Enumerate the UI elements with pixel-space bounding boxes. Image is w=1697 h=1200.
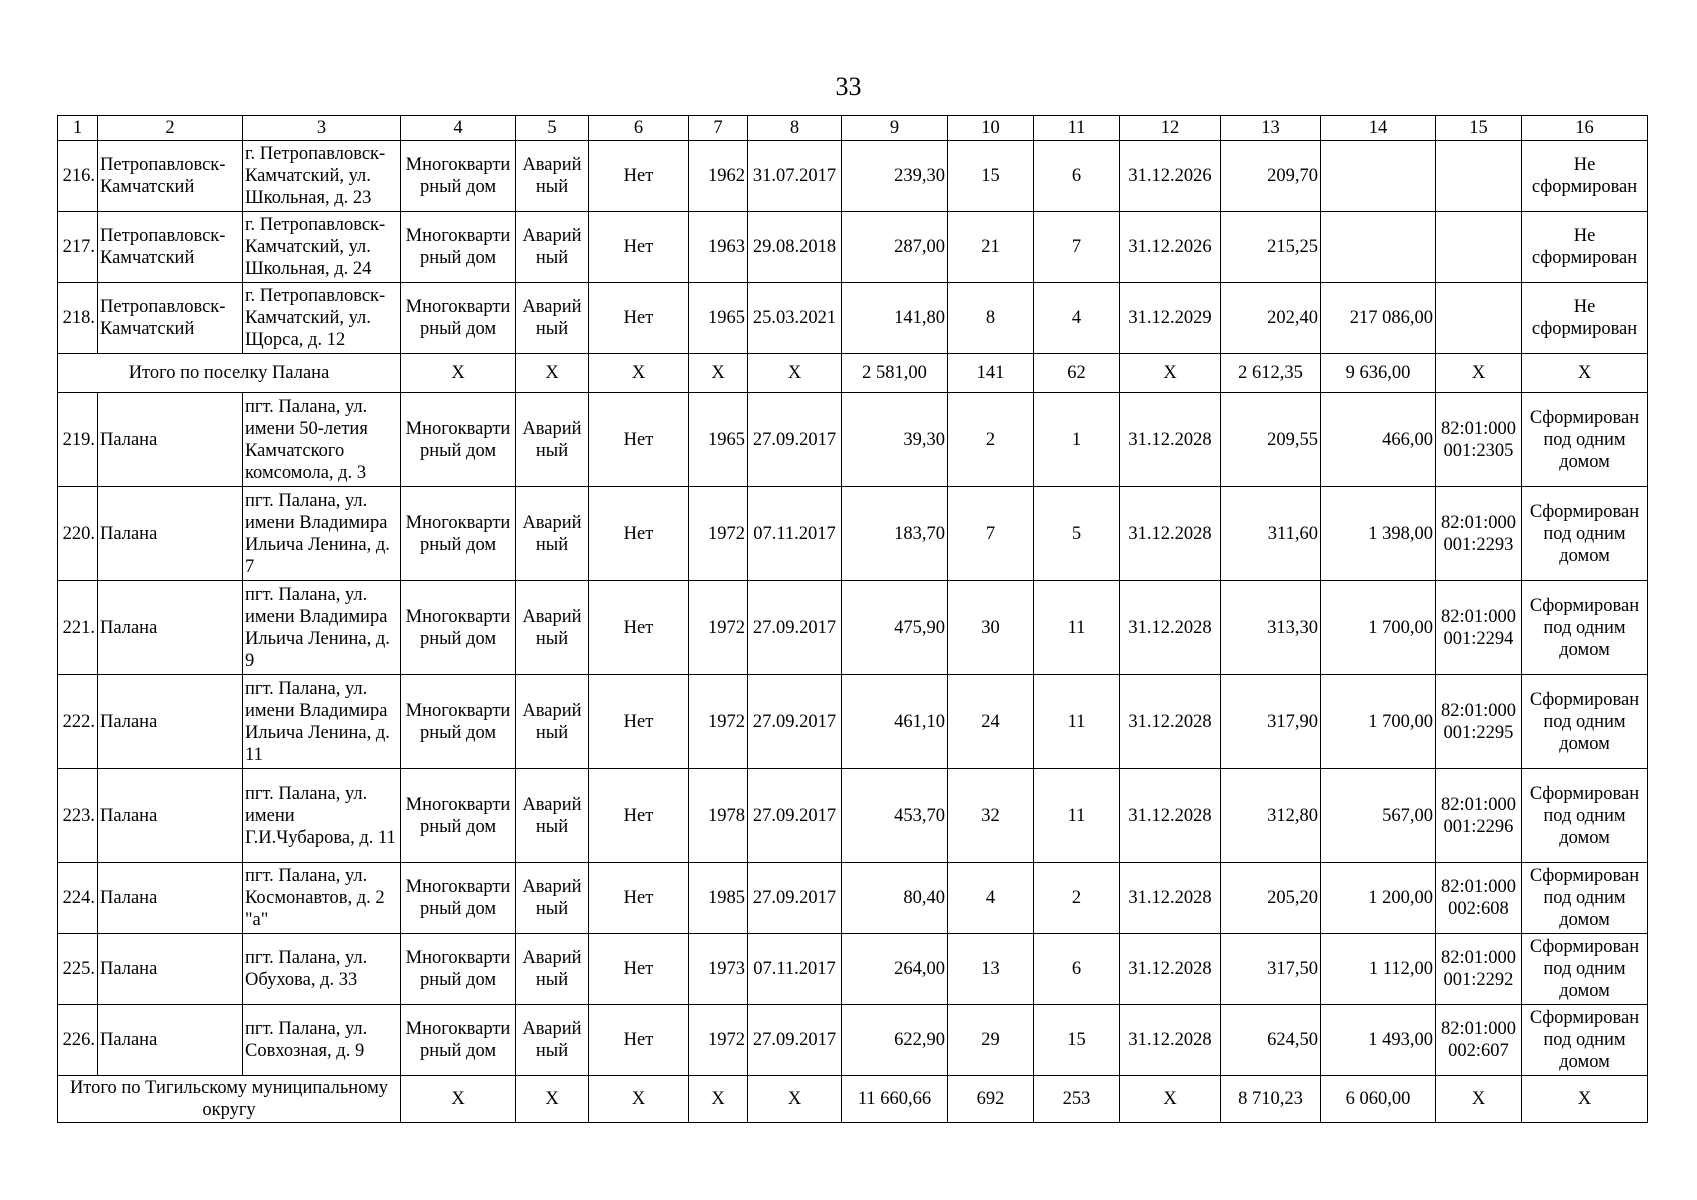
subtotal-col-16: X [1522, 1076, 1648, 1123]
subtotal-label: Итого по Тигильскому муниципальному округу [58, 1076, 401, 1123]
resettlement-deadline: 31.12.2028 [1120, 863, 1221, 934]
subtotal-col-9: 2 581,00 [842, 354, 948, 393]
subtotal-col-14: 6 060,00 [1321, 1076, 1436, 1123]
flag: Нет [589, 769, 689, 863]
column-number-11: 11 [1034, 116, 1120, 141]
table-row [58, 675, 1648, 769]
residents: 7 [948, 487, 1034, 581]
cadastral-number: 82:01:000001:2294 [1436, 581, 1522, 675]
address: г. Петропавловск-Камчатский, ул. Щорса, д. 12 [243, 283, 401, 354]
table-row [58, 487, 1648, 581]
building-type: Многоквартирный дом [401, 1005, 516, 1076]
cadastral-number [1436, 283, 1522, 354]
recognition-date: 25.03.2021 [748, 283, 842, 354]
subtotal-col-13: 2 612,35 [1221, 354, 1321, 393]
condition: Аварийный [516, 487, 589, 581]
address: пгт. Палана, ул. имени Владимира Ильича Ленина, д. 11 [243, 675, 401, 769]
cadastral-number: 82:01:000001:2293 [1436, 487, 1522, 581]
cost: 205,20 [1221, 863, 1321, 934]
build-year: 1965 [689, 393, 748, 487]
flag: Нет [589, 487, 689, 581]
area: 80,40 [842, 863, 948, 934]
column-number-row [58, 116, 1648, 141]
subtotal-col-7: X [689, 1076, 748, 1123]
recognition-date: 31.07.2017 [748, 141, 842, 212]
locality: Петропавловск-Камчатский [98, 283, 243, 354]
row-number: 223. [58, 769, 98, 863]
build-year: 1965 [689, 283, 748, 354]
locality: Палана [98, 934, 243, 1005]
column-number-14: 14 [1321, 116, 1436, 141]
address: пгт. Палана, ул. имени Владимира Ильича Ленина, д. 7 [243, 487, 401, 581]
land-status: Сформирован под одним домом [1522, 393, 1648, 487]
address: пгт. Палана, ул. Космонавтов, д. 2 "а" [243, 863, 401, 934]
table-row [58, 863, 1648, 934]
table-row [58, 581, 1648, 675]
subtotal-col-14: 9 636,00 [1321, 354, 1436, 393]
column-number-1: 1 [58, 116, 98, 141]
apartments: 7 [1034, 212, 1120, 283]
apartments: 15 [1034, 1005, 1120, 1076]
building-type: Многоквартирный дом [401, 283, 516, 354]
subtotal-col-4: X [401, 1076, 516, 1123]
recognition-date: 27.09.2017 [748, 675, 842, 769]
area: 239,30 [842, 141, 948, 212]
flag: Нет [589, 863, 689, 934]
land-area: 1 700,00 [1321, 581, 1436, 675]
apartments: 5 [1034, 487, 1120, 581]
column-number-3: 3 [243, 116, 401, 141]
resettlement-deadline: 31.12.2026 [1120, 212, 1221, 283]
residents: 24 [948, 675, 1034, 769]
resettlement-deadline: 31.12.2028 [1120, 393, 1221, 487]
row-number: 225. [58, 934, 98, 1005]
cost: 202,40 [1221, 283, 1321, 354]
address: пгт. Палана, ул. имени Владимира Ильича Ленина, д. 9 [243, 581, 401, 675]
land-area: 1 200,00 [1321, 863, 1436, 934]
condition: Аварийный [516, 1005, 589, 1076]
land-status: Сформирован под одним домом [1522, 769, 1648, 863]
locality: Палана [98, 863, 243, 934]
subtotal-col-7: X [689, 354, 748, 393]
build-year: 1972 [689, 487, 748, 581]
building-type: Многоквартирный дом [401, 769, 516, 863]
subtotal-col-6: X [589, 1076, 689, 1123]
row-number: 219. [58, 393, 98, 487]
locality: Палана [98, 675, 243, 769]
row-number: 222. [58, 675, 98, 769]
apartments: 1 [1034, 393, 1120, 487]
row-number: 226. [58, 1005, 98, 1076]
table-row [58, 212, 1648, 283]
flag: Нет [589, 393, 689, 487]
column-number-7: 7 [689, 116, 748, 141]
land-area: 567,00 [1321, 769, 1436, 863]
residents: 30 [948, 581, 1034, 675]
column-number-15: 15 [1436, 116, 1522, 141]
recognition-date: 27.09.2017 [748, 863, 842, 934]
build-year: 1985 [689, 863, 748, 934]
cadastral-number [1436, 212, 1522, 283]
area: 622,90 [842, 1005, 948, 1076]
locality: Петропавловск-Камчатский [98, 212, 243, 283]
locality: Палана [98, 393, 243, 487]
address: пгт. Палана, ул. имени Г.И.Чубарова, д. 11 [243, 769, 401, 863]
land-status: Сформирован под одним домом [1522, 487, 1648, 581]
resettlement-deadline: 31.12.2028 [1120, 487, 1221, 581]
land-status: Сформирован под одним домом [1522, 675, 1648, 769]
cost: 312,80 [1221, 769, 1321, 863]
cadastral-number: 82:01:000002:608 [1436, 863, 1522, 934]
cost: 317,90 [1221, 675, 1321, 769]
condition: Аварийный [516, 934, 589, 1005]
apartments: 11 [1034, 675, 1120, 769]
condition: Аварийный [516, 675, 589, 769]
row-number: 216. [58, 141, 98, 212]
residents: 8 [948, 283, 1034, 354]
cost: 624,50 [1221, 1005, 1321, 1076]
locality: Палана [98, 487, 243, 581]
column-number-4: 4 [401, 116, 516, 141]
residents: 32 [948, 769, 1034, 863]
area: 141,80 [842, 283, 948, 354]
build-year: 1963 [689, 212, 748, 283]
row-number: 220. [58, 487, 98, 581]
building-type: Многоквартирный дом [401, 675, 516, 769]
land-status: Сформирован под одним домом [1522, 1005, 1648, 1076]
condition: Аварийный [516, 393, 589, 487]
resettlement-deadline: 31.12.2028 [1120, 934, 1221, 1005]
cost: 317,50 [1221, 934, 1321, 1005]
subtotal-row [58, 354, 1648, 393]
land-status: Сформирован под одним домом [1522, 581, 1648, 675]
land-status: Не сформирован [1522, 141, 1648, 212]
resettlement-deadline: 31.12.2028 [1120, 581, 1221, 675]
recognition-date: 07.11.2017 [748, 487, 842, 581]
resettlement-deadline: 31.12.2028 [1120, 769, 1221, 863]
subtotal-col-11: 62 [1034, 354, 1120, 393]
cost: 313,30 [1221, 581, 1321, 675]
build-year: 1972 [689, 581, 748, 675]
area: 453,70 [842, 769, 948, 863]
subtotal-col-8: X [748, 1076, 842, 1123]
subtotal-col-5: X [516, 354, 589, 393]
flag: Нет [589, 283, 689, 354]
building-type: Многоквартирный дом [401, 393, 516, 487]
locality: Палана [98, 581, 243, 675]
building-type: Многоквартирный дом [401, 487, 516, 581]
flag: Нет [589, 934, 689, 1005]
flag: Нет [589, 581, 689, 675]
apartments: 6 [1034, 934, 1120, 1005]
land-area: 466,00 [1321, 393, 1436, 487]
residents: 4 [948, 863, 1034, 934]
residents: 13 [948, 934, 1034, 1005]
table-row [58, 769, 1648, 863]
area: 264,00 [842, 934, 948, 1005]
apartments: 6 [1034, 141, 1120, 212]
cadastral-number [1436, 141, 1522, 212]
resettlement-deadline: 31.12.2028 [1120, 675, 1221, 769]
column-number-12: 12 [1120, 116, 1221, 141]
address: пгт. Палана, ул. Обухова, д. 33 [243, 934, 401, 1005]
building-type: Многоквартирный дом [401, 581, 516, 675]
subtotal-col-12: X [1120, 354, 1221, 393]
condition: Аварийный [516, 212, 589, 283]
address: г. Петропавловск-Камчатский, ул. Школьная, д. 24 [243, 212, 401, 283]
flag: Нет [589, 675, 689, 769]
land-area: 1 398,00 [1321, 487, 1436, 581]
apartments: 4 [1034, 283, 1120, 354]
condition: Аварийный [516, 581, 589, 675]
apartments: 11 [1034, 581, 1120, 675]
area: 39,30 [842, 393, 948, 487]
cost: 311,60 [1221, 487, 1321, 581]
build-year: 1978 [689, 769, 748, 863]
subtotal-col-16: X [1522, 354, 1648, 393]
page-number: 33 [835, 72, 862, 101]
subtotal-col-13: 8 710,23 [1221, 1076, 1321, 1123]
residents: 2 [948, 393, 1034, 487]
cadastral-number: 82:01:000001:2296 [1436, 769, 1522, 863]
area: 287,00 [842, 212, 948, 283]
flag: Нет [589, 212, 689, 283]
resettlement-deadline: 31.12.2026 [1120, 141, 1221, 212]
land-area: 1 493,00 [1321, 1005, 1436, 1076]
locality: Палана [98, 1005, 243, 1076]
apartments: 2 [1034, 863, 1120, 934]
recognition-date: 27.09.2017 [748, 581, 842, 675]
land-status: Не сформирован [1522, 283, 1648, 354]
flag: Нет [589, 141, 689, 212]
land-area: 217 086,00 [1321, 283, 1436, 354]
land-status: Сформирован под одним домом [1522, 934, 1648, 1005]
land-area [1321, 141, 1436, 212]
subtotal-col-5: X [516, 1076, 589, 1123]
building-type: Многоквартирный дом [401, 212, 516, 283]
cost: 209,70 [1221, 141, 1321, 212]
condition: Аварийный [516, 863, 589, 934]
locality: Петропавловск-Камчатский [98, 141, 243, 212]
housing-register-table [57, 115, 1648, 1123]
table-row [58, 393, 1648, 487]
subtotal-row [58, 1076, 1648, 1123]
cadastral-number: 82:01:000002:607 [1436, 1005, 1522, 1076]
build-year: 1972 [689, 1005, 748, 1076]
address: г. Петропавловск-Камчатский, ул. Школьная, д. 23 [243, 141, 401, 212]
column-number-2: 2 [98, 116, 243, 141]
subtotal-col-10: 692 [948, 1076, 1034, 1123]
subtotal-col-6: X [589, 354, 689, 393]
recognition-date: 27.09.2017 [748, 393, 842, 487]
recognition-date: 27.09.2017 [748, 1005, 842, 1076]
cadastral-number: 82:01:000001:2305 [1436, 393, 1522, 487]
subtotal-col-15: X [1436, 354, 1522, 393]
subtotal-col-12: X [1120, 1076, 1221, 1123]
subtotal-col-8: X [748, 354, 842, 393]
area: 475,90 [842, 581, 948, 675]
subtotal-label: Итого по поселку Палана [58, 354, 401, 393]
subtotal-col-10: 141 [948, 354, 1034, 393]
column-number-6: 6 [589, 116, 689, 141]
column-number-5: 5 [516, 116, 589, 141]
table-row [58, 141, 1648, 212]
land-area [1321, 212, 1436, 283]
row-number: 218. [58, 283, 98, 354]
condition: Аварийный [516, 769, 589, 863]
condition: Аварийный [516, 141, 589, 212]
table-row [58, 934, 1648, 1005]
address: пгт. Палана, ул. Совхозная, д. 9 [243, 1005, 401, 1076]
column-number-8: 8 [748, 116, 842, 141]
locality: Палана [98, 769, 243, 863]
build-year: 1962 [689, 141, 748, 212]
cadastral-number: 82:01:000001:2292 [1436, 934, 1522, 1005]
build-year: 1973 [689, 934, 748, 1005]
column-number-10: 10 [948, 116, 1034, 141]
land-area: 1 700,00 [1321, 675, 1436, 769]
apartments: 11 [1034, 769, 1120, 863]
cost: 209,55 [1221, 393, 1321, 487]
land-status: Не сформирован [1522, 212, 1648, 283]
row-number: 217. [58, 212, 98, 283]
recognition-date: 07.11.2017 [748, 934, 842, 1005]
resettlement-deadline: 31.12.2028 [1120, 1005, 1221, 1076]
land-area: 1 112,00 [1321, 934, 1436, 1005]
table-row [58, 1005, 1648, 1076]
address: пгт. Палана, ул. имени 50-летия Камчатского комсомола, д. 3 [243, 393, 401, 487]
residents: 15 [948, 141, 1034, 212]
residents: 21 [948, 212, 1034, 283]
building-type: Многоквартирный дом [401, 934, 516, 1005]
column-number-16: 16 [1522, 116, 1648, 141]
land-status: Сформирован под одним домом [1522, 863, 1648, 934]
row-number: 224. [58, 863, 98, 934]
column-number-13: 13 [1221, 116, 1321, 141]
resettlement-deadline: 31.12.2029 [1120, 283, 1221, 354]
subtotal-col-4: X [401, 354, 516, 393]
subtotal-col-15: X [1436, 1076, 1522, 1123]
subtotal-col-11: 253 [1034, 1076, 1120, 1123]
subtotal-col-9: 11 660,66 [842, 1076, 948, 1123]
cost: 215,25 [1221, 212, 1321, 283]
residents: 29 [948, 1005, 1034, 1076]
recognition-date: 27.09.2017 [748, 769, 842, 863]
cadastral-number: 82:01:000001:2295 [1436, 675, 1522, 769]
area: 183,70 [842, 487, 948, 581]
building-type: Многоквартирный дом [401, 863, 516, 934]
condition: Аварийный [516, 283, 589, 354]
row-number: 221. [58, 581, 98, 675]
flag: Нет [589, 1005, 689, 1076]
recognition-date: 29.08.2018 [748, 212, 842, 283]
table-row [58, 283, 1648, 354]
building-type: Многоквартирный дом [401, 141, 516, 212]
column-number-9: 9 [842, 116, 948, 141]
area: 461,10 [842, 675, 948, 769]
build-year: 1972 [689, 675, 748, 769]
